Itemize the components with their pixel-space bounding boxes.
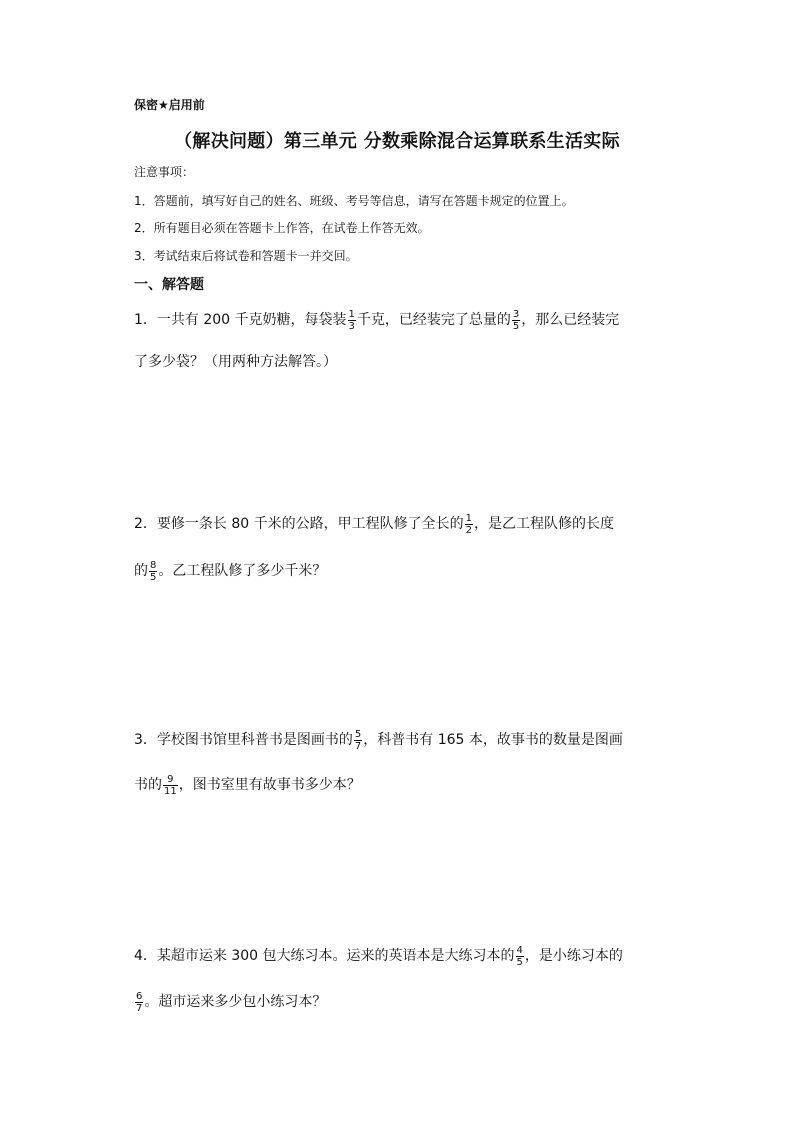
- note-item-1: 1．答题前，填写好自己的姓名、班级、考号等信息，请写在答题卡规定的位置上。: [134, 194, 574, 208]
- q2-text-b: ，是乙工程队修的长度: [474, 516, 614, 532]
- q3-fraction-2-numerator: 9: [163, 774, 178, 786]
- q4-text-a: 4．某超市运来 300 包大练习本。运来的英语本是大练习本的: [134, 948, 515, 964]
- q4-text-b: ，是小练习本的: [524, 948, 623, 964]
- question-3-line-2: [134, 773, 361, 797]
- q3-fraction-1: [354, 729, 362, 752]
- q4-fraction-1: [516, 945, 524, 968]
- question-4-line-1: [134, 944, 623, 968]
- section-title: 一、解答题: [134, 277, 204, 293]
- q1-fraction-1: [348, 309, 356, 332]
- q3-fraction-2: [163, 774, 178, 797]
- q3-fraction-1-numerator: 5: [354, 728, 362, 740]
- q2-text-d: 。乙工程队修了多少千米？: [158, 563, 327, 579]
- question-1-line-1: [134, 308, 619, 332]
- q3-text-b: ，科普书有 165 本，故事书的数量是图画: [363, 732, 623, 748]
- q3-text-d: ，图书室里有故事书多少本？: [178, 777, 361, 793]
- q1-text-b: 千克，已经装完了总量的: [356, 312, 511, 328]
- q4-fraction-1-numerator: 4: [516, 944, 523, 956]
- q2-fraction-2-denominator: 5: [150, 571, 157, 583]
- q1-text-c: ，那么已经装完: [521, 312, 620, 328]
- q4-fraction-1-denominator: 5: [516, 956, 523, 968]
- q1-fraction-1-numerator: 1: [348, 308, 355, 320]
- q3-text-c: 书的: [134, 777, 162, 793]
- q3-text-a: 3．学校图书馆里科普书是图画书的: [134, 732, 353, 748]
- q2-text-a: 2．要修一条长 80 千米的公路，甲工程队修了全长的: [134, 516, 464, 532]
- q1-fraction-2-numerator: 3: [512, 308, 520, 320]
- q1-fraction-2: [512, 309, 520, 332]
- question-3-line-1: [134, 728, 623, 752]
- q1-fraction-1-denominator: 3: [348, 320, 355, 332]
- q2-fraction-2: [149, 560, 157, 583]
- q3-fraction-2-denominator: 11: [164, 785, 177, 797]
- question-1-line-2: 了多少袋？（用两种方法解答。）: [134, 354, 337, 370]
- note-item-3: 3．考试结束后将试卷和答题卡一并交回。: [134, 249, 358, 263]
- q2-fraction-1: [465, 513, 473, 536]
- q4-fraction-2-denominator: 7: [136, 1002, 143, 1014]
- note-item-2: 2．所有题目必须在答题卡上作答，在试卷上作答无效。: [134, 221, 430, 235]
- q4-fraction-2: [135, 991, 143, 1014]
- q1-fraction-2-denominator: 5: [512, 320, 520, 332]
- q2-fraction-2-numerator: 8: [150, 559, 157, 571]
- q2-fraction-1-denominator: 2: [465, 524, 472, 536]
- confidential-label: 保密★启用前: [134, 98, 205, 112]
- q1-text-a: 1．一共有 200 千克奶糖，每袋装: [134, 312, 347, 328]
- question-2-line-1: [134, 512, 614, 536]
- q4-fraction-2-numerator: 6: [136, 990, 143, 1002]
- notes-heading: 注意事项：: [134, 165, 195, 179]
- question-2-line-2: [134, 559, 326, 583]
- q3-fraction-1-denominator: 7: [354, 740, 362, 752]
- page-title: （解决问题）第三单元 分数乘除混合运算联系生活实际: [174, 131, 620, 152]
- q4-text-c: 。超市运来多少包小练习本？: [144, 994, 327, 1010]
- question-4-line-2: [134, 990, 326, 1014]
- q2-fraction-1-numerator: 1: [465, 512, 472, 524]
- q2-text-c: 的: [134, 563, 148, 579]
